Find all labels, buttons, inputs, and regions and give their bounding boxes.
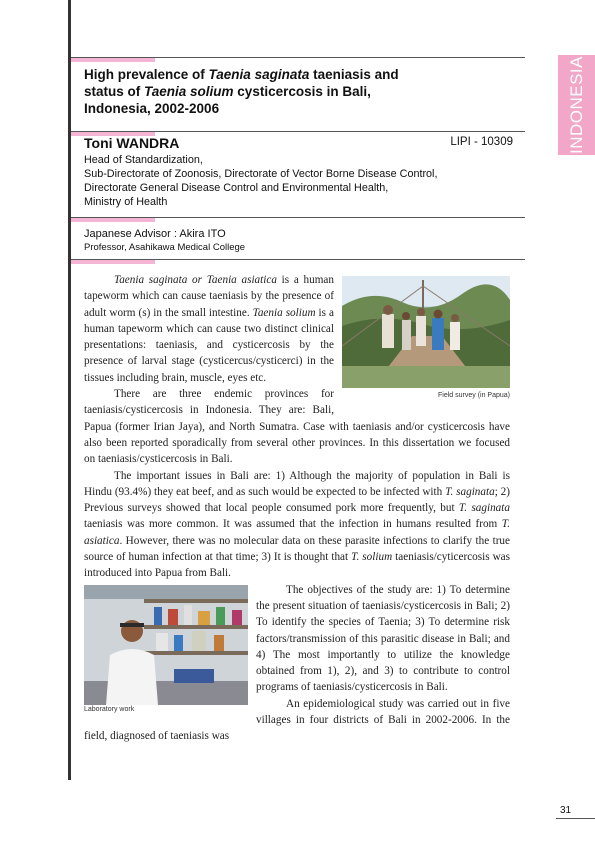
body-text: . However, there was no molecular data on these parasite infections to clarify the true source of human infection at that time; 3) It is thought that	[84, 534, 510, 564]
body-text: ; 2) Previous surveys showed that local people consumed pork more frequently, but	[84, 485, 510, 515]
affiliation-line: Sub-Directorate of Zoonosis, Directorate of Vector Borne Disease Control,	[84, 168, 438, 180]
paragraph: The objectives of the study are: 1) To determine the present situation of taeniasis/cysticercosis in Bali; 2) To identify the species of Taenia; 3) To determine risk factors/transmission of this parasitic disease in Bali; and 4) The most importantly to utilize the knowledge obtained from 1), 2), and 3) to contribute to control programs of taeniasis/cysticercosis in Bali.	[256, 583, 510, 694]
laboratory-caption: Laboratory work	[84, 706, 135, 714]
pink-accent-body	[71, 260, 155, 264]
body-text: is a human tapeworm which can cause two distinct clinical presentations: taeniasis, and cysticercosis by the presence of larval stage (cysticercus/cysticerci) in the tissues including brain, muscle, eyes etc.	[84, 306, 334, 384]
pink-accent-top	[71, 58, 155, 62]
advisor-affiliation: Professor, Asahikawa Medical College	[84, 242, 246, 253]
title-text: status of	[84, 84, 145, 99]
body-text: is a human tapeworm which can cause taeniasis by the presence of adult worm (s) in the small intestine.	[84, 274, 334, 319]
advisor-name: Japanese Advisor : Akira ITO	[84, 228, 226, 240]
page-number-rule	[556, 818, 595, 819]
left-margin-bar	[68, 0, 71, 780]
author-code: LIPI - 10309	[450, 136, 513, 148]
pink-accent-advisor	[71, 218, 155, 222]
country-tab	[558, 55, 595, 155]
title-species: Taenia saginata	[208, 67, 310, 82]
species-name: Taenia solium	[252, 306, 316, 319]
field-survey-figure	[342, 276, 510, 404]
article-title	[84, 66, 504, 117]
affiliation-line: Ministry of Health	[84, 196, 168, 208]
title-text: taeniasis and	[309, 67, 399, 82]
title-text: High prevalence of	[84, 67, 209, 82]
title-species: Taenia solium	[144, 84, 234, 99]
species-name: T. asiatica	[84, 518, 510, 547]
author-name: Toni WANDRA	[84, 135, 180, 151]
paragraph: There are three endemic provinces for taeniasis/cysticercosis in Indonesia. They are: Bali, Papua (former Irian Jaya), and North Sumatra. Case with taeniasis and/or cysticercosis have also been reported sporadically from several other provinces. In this dissertation we focused on taeniasis/cysticercosis in Bali.	[84, 388, 510, 466]
body-text: taeniasis was more common. It was assumed that the infection in humans resulted from	[84, 518, 502, 531]
laboratory-figure	[84, 585, 248, 719]
species-name: T. solium	[351, 551, 393, 564]
author-affiliation	[84, 153, 524, 209]
title-text: Indonesia, 2002-2006	[84, 101, 220, 116]
paragraph: An epidemiological study was carried out in five villages in four districts of Bali in 2002-2006. In the field, diagnosed of taeniasis was	[84, 697, 510, 743]
field-survey-photo	[342, 276, 510, 388]
affiliation-line: Directorate General Disease Control and Environmental Health,	[84, 182, 389, 194]
body-text: taeniasis/cyticercosis was introduced into Papua from Bali.	[84, 551, 510, 580]
affiliation-line: Head of Standardization,	[84, 154, 203, 166]
species-name: T. saginata	[458, 502, 510, 515]
field-survey-caption: Field survey (in Papua)	[438, 391, 510, 399]
article-body	[84, 272, 510, 745]
paragraph	[84, 468, 510, 582]
title-text: cysticercosis in Bali,	[233, 84, 371, 99]
species-name: T. saginata	[445, 485, 495, 498]
laboratory-photo	[84, 585, 248, 705]
body-text: The important issues in Bali are: 1) Although the majority of population in Bali is Hindu (93.4%) they eat beef, and as such would be expected to be infected with	[84, 469, 510, 498]
country-tab-label: INDONESIA	[566, 55, 586, 155]
species-name: Taenia saginata or Taenia asiatica	[114, 274, 277, 286]
page-number: 31	[560, 805, 572, 816]
